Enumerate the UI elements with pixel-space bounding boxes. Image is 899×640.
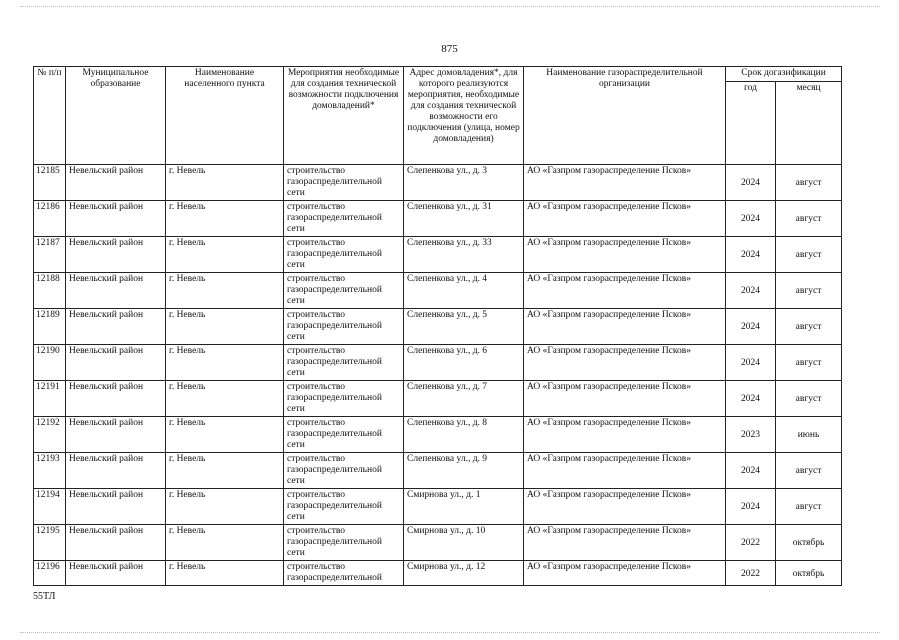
cell-month: август (776, 345, 842, 381)
header-organization: Наименование газораспределительной организации (524, 67, 726, 165)
cell-organization: АО «Газпром газораспределение Псков» (524, 237, 726, 273)
cell-settlement: г. Невель (166, 273, 284, 309)
cell-year: 2022 (726, 525, 776, 561)
cell-year: 2024 (726, 309, 776, 345)
cell-month: август (776, 201, 842, 237)
cell-num: 12188 (34, 273, 66, 309)
header-month: месяц (776, 82, 842, 165)
cell-num: 12193 (34, 453, 66, 489)
cell-organization: АО «Газпром газораспределение Псков» (524, 381, 726, 417)
cell-settlement: г. Невель (166, 489, 284, 525)
cell-settlement: г. Невель (166, 345, 284, 381)
cell-address: Слепенкова ул., д. 8 (404, 417, 524, 453)
scan-artifact-bottom (20, 632, 880, 633)
page-number: 875 (441, 43, 458, 55)
scan-artifact-top (20, 6, 880, 7)
cell-address: Слепенкова ул., д. 7 (404, 381, 524, 417)
cell-municipality: Невельский район (66, 417, 166, 453)
cell-year: 2024 (726, 273, 776, 309)
table-row (34, 345, 842, 381)
cell-num: 12187 (34, 237, 66, 273)
cell-municipality: Невельский район (66, 525, 166, 561)
cell-month: октябрь (776, 525, 842, 561)
cell-settlement: г. Невель (166, 237, 284, 273)
cell-num: 12185 (34, 165, 66, 201)
cell-settlement: г. Невель (166, 165, 284, 201)
table-row (34, 273, 842, 309)
cell-year: 2024 (726, 201, 776, 237)
cell-settlement: г. Невель (166, 561, 284, 586)
cell-municipality: Невельский район (66, 237, 166, 273)
cell-municipality: Невельский район (66, 165, 166, 201)
cell-address: Слепенкова ул., д. 3 (404, 165, 524, 201)
cell-measure: строительство газораспределительной сети (284, 201, 404, 237)
header-num: № п/п (34, 67, 66, 165)
cell-month: август (776, 309, 842, 345)
table-row (34, 489, 842, 525)
cell-organization: АО «Газпром газораспределение Псков» (524, 525, 726, 561)
cell-measure: строительство газораспределительной сети (284, 525, 404, 561)
cell-address: Смирнова ул., д. 12 (404, 561, 524, 586)
cell-month: август (776, 273, 842, 309)
cell-year: 2024 (726, 489, 776, 525)
cell-organization: АО «Газпром газораспределение Псков» (524, 273, 726, 309)
cell-measure: строительство газораспределительной (284, 561, 404, 586)
cell-measure: строительство газораспределительной сети (284, 381, 404, 417)
cell-municipality: Невельский район (66, 273, 166, 309)
cell-month: август (776, 489, 842, 525)
header-address: Адрес домовладения*, для которого реализуются мероприятия, необходимые для создания технической возможности его подключения (улица, номер домовладения) (404, 67, 524, 165)
cell-organization: АО «Газпром газораспределение Псков» (524, 453, 726, 489)
cell-measure: строительство газораспределительной сети (284, 345, 404, 381)
cell-address: Слепенкова ул., д. 31 (404, 201, 524, 237)
cell-address: Слепенкова ул., д. 33 (404, 237, 524, 273)
gasification-table (33, 66, 842, 586)
cell-year: 2024 (726, 345, 776, 381)
cell-address: Слепенкова ул., д. 9 (404, 453, 524, 489)
cell-organization: АО «Газпром газораспределение Псков» (524, 201, 726, 237)
cell-address: Слепенкова ул., д. 6 (404, 345, 524, 381)
cell-municipality: Невельский район (66, 561, 166, 586)
cell-municipality: Невельский район (66, 453, 166, 489)
table-row (34, 381, 842, 417)
cell-measure: строительство газораспределительной сети (284, 417, 404, 453)
header-measures: Мероприятия необходимые для создания технической возможности подключения домовладений* (284, 67, 404, 165)
table-row (34, 237, 842, 273)
cell-settlement: г. Невель (166, 381, 284, 417)
table-row (34, 309, 842, 345)
cell-municipality: Невельский район (66, 381, 166, 417)
cell-year: 2024 (726, 381, 776, 417)
cell-num: 12186 (34, 201, 66, 237)
cell-measure: строительство газораспределительной сети (284, 165, 404, 201)
cell-num: 12195 (34, 525, 66, 561)
footer-code: 55ТЛ (33, 591, 56, 602)
cell-month: август (776, 237, 842, 273)
header-settlement: Наименование населенного пункта (166, 67, 284, 165)
cell-organization: АО «Газпром газораспределение Псков» (524, 345, 726, 381)
cell-num: 12196 (34, 561, 66, 586)
cell-year: 2024 (726, 165, 776, 201)
cell-settlement: г. Невель (166, 201, 284, 237)
cell-month: август (776, 453, 842, 489)
table-row (34, 453, 842, 489)
table-row (34, 525, 842, 561)
cell-year: 2024 (726, 453, 776, 489)
cell-month: август (776, 165, 842, 201)
cell-month: август (776, 381, 842, 417)
cell-year: 2024 (726, 237, 776, 273)
cell-year: 2023 (726, 417, 776, 453)
cell-settlement: г. Невель (166, 453, 284, 489)
table-body (34, 165, 842, 586)
cell-municipality: Невельский район (66, 309, 166, 345)
cell-num: 12189 (34, 309, 66, 345)
cell-num: 12191 (34, 381, 66, 417)
cell-address: Смирнова ул., д. 10 (404, 525, 524, 561)
cell-address: Слепенкова ул., д. 5 (404, 309, 524, 345)
cell-month: октябрь (776, 561, 842, 586)
cell-organization: АО «Газпром газораспределение Псков» (524, 489, 726, 525)
cell-measure: строительство газораспределительной сети (284, 273, 404, 309)
table-row (34, 561, 842, 586)
cell-num: 12194 (34, 489, 66, 525)
cell-measure: строительство газораспределительной сети (284, 309, 404, 345)
cell-settlement: г. Невель (166, 417, 284, 453)
cell-organization: АО «Газпром газораспределение Псков» (524, 165, 726, 201)
header-municipality: Муниципальное образование (66, 67, 166, 165)
cell-measure: строительство газораспределительной сети (284, 453, 404, 489)
cell-municipality: Невельский район (66, 489, 166, 525)
cell-organization: АО «Газпром газораспределение Псков» (524, 309, 726, 345)
cell-municipality: Невельский район (66, 345, 166, 381)
cell-settlement: г. Невель (166, 525, 284, 561)
cell-num: 12190 (34, 345, 66, 381)
cell-address: Смирнова ул., д. 1 (404, 489, 524, 525)
cell-municipality: Невельский район (66, 201, 166, 237)
cell-organization: АО «Газпром газораспределение Псков» (524, 417, 726, 453)
cell-year: 2022 (726, 561, 776, 586)
cell-month: июнь (776, 417, 842, 453)
cell-measure: строительство газораспределительной сети (284, 237, 404, 273)
table-row (34, 201, 842, 237)
header-deadline: Срок догазификации (726, 67, 842, 82)
header-year: год (726, 82, 776, 165)
table-row (34, 165, 842, 201)
cell-settlement: г. Невель (166, 309, 284, 345)
table-row (34, 417, 842, 453)
cell-num: 12192 (34, 417, 66, 453)
cell-address: Слепенкова ул., д. 4 (404, 273, 524, 309)
cell-measure: строительство газораспределительной сети (284, 489, 404, 525)
cell-organization: АО «Газпром газораспределение Псков» (524, 561, 726, 586)
